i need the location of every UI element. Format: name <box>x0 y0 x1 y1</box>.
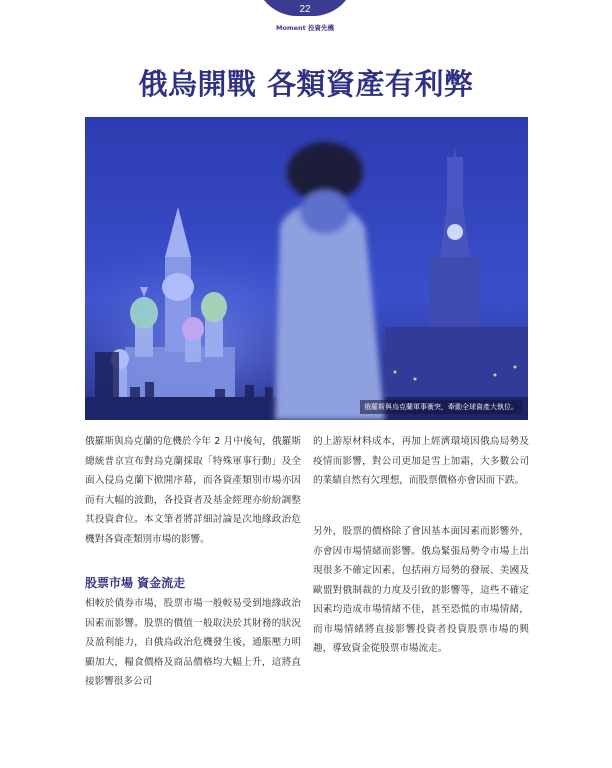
right-paragraph-1: 的上游原材料成本，再加上經濟環境因俄烏局勢及疫情而影響，對公司更加是雪上加霜，大多數公司的業績自然有欠理想，而股票價格亦會因而下跌。 <box>313 436 529 486</box>
section-label: Moment 投資先機 <box>275 24 335 32</box>
section-heading: 股票市場 資金流走 <box>85 576 186 590</box>
photo-caption: 俄羅斯與烏克蘭軍事衝突，牽動全球資產大執位。 <box>360 400 522 414</box>
page-number: 22 <box>299 4 311 15</box>
moscow-red-square-illustration <box>85 117 528 420</box>
article-photo <box>85 117 528 420</box>
right-paragraph-2: 另外，股票的價格除了會因基本面因素而影響外，亦會因市場情緒而影響。俄烏緊張局勢令市場上出現很多不確定因素，包括兩方局勢的發展、美國及歐盟對俄制裁的力度及引致的影響等，這些不確定因素均造成市場情緒不佳，甚至恐慌的市場情緒，而市場情緒將直接影響投資者投資股票市場的興趣，導致資金從股票市場流走。 <box>313 526 529 654</box>
intro-paragraph: 俄羅斯與烏克蘭的危機於今年 2 月中後旬，俄羅斯總統普京宣布對烏克蘭採取「特殊軍事行動」及全面入侵烏克蘭下掀開序幕，而各資產類別市場亦因而有大幅的波動，各投資者及基金經理亦紛紛調整其投資倉位。本文筆者將詳細討論是次地緣政治危機對各資產類別市場的影響。 <box>85 436 301 545</box>
section1-paragraph: 相較於債券市場，股票市場一般較易受到地緣政治因素而影響。股票的價值一般取決於其財務的狀況及盈利能力，自俄烏政治危機發生後，通脹壓力明顯加大，糧食價格及商品價格均大幅上升，這將直接影響很多公司 <box>85 598 301 687</box>
article-title: 俄烏開戰 各類資產有利弊 <box>138 67 474 101</box>
